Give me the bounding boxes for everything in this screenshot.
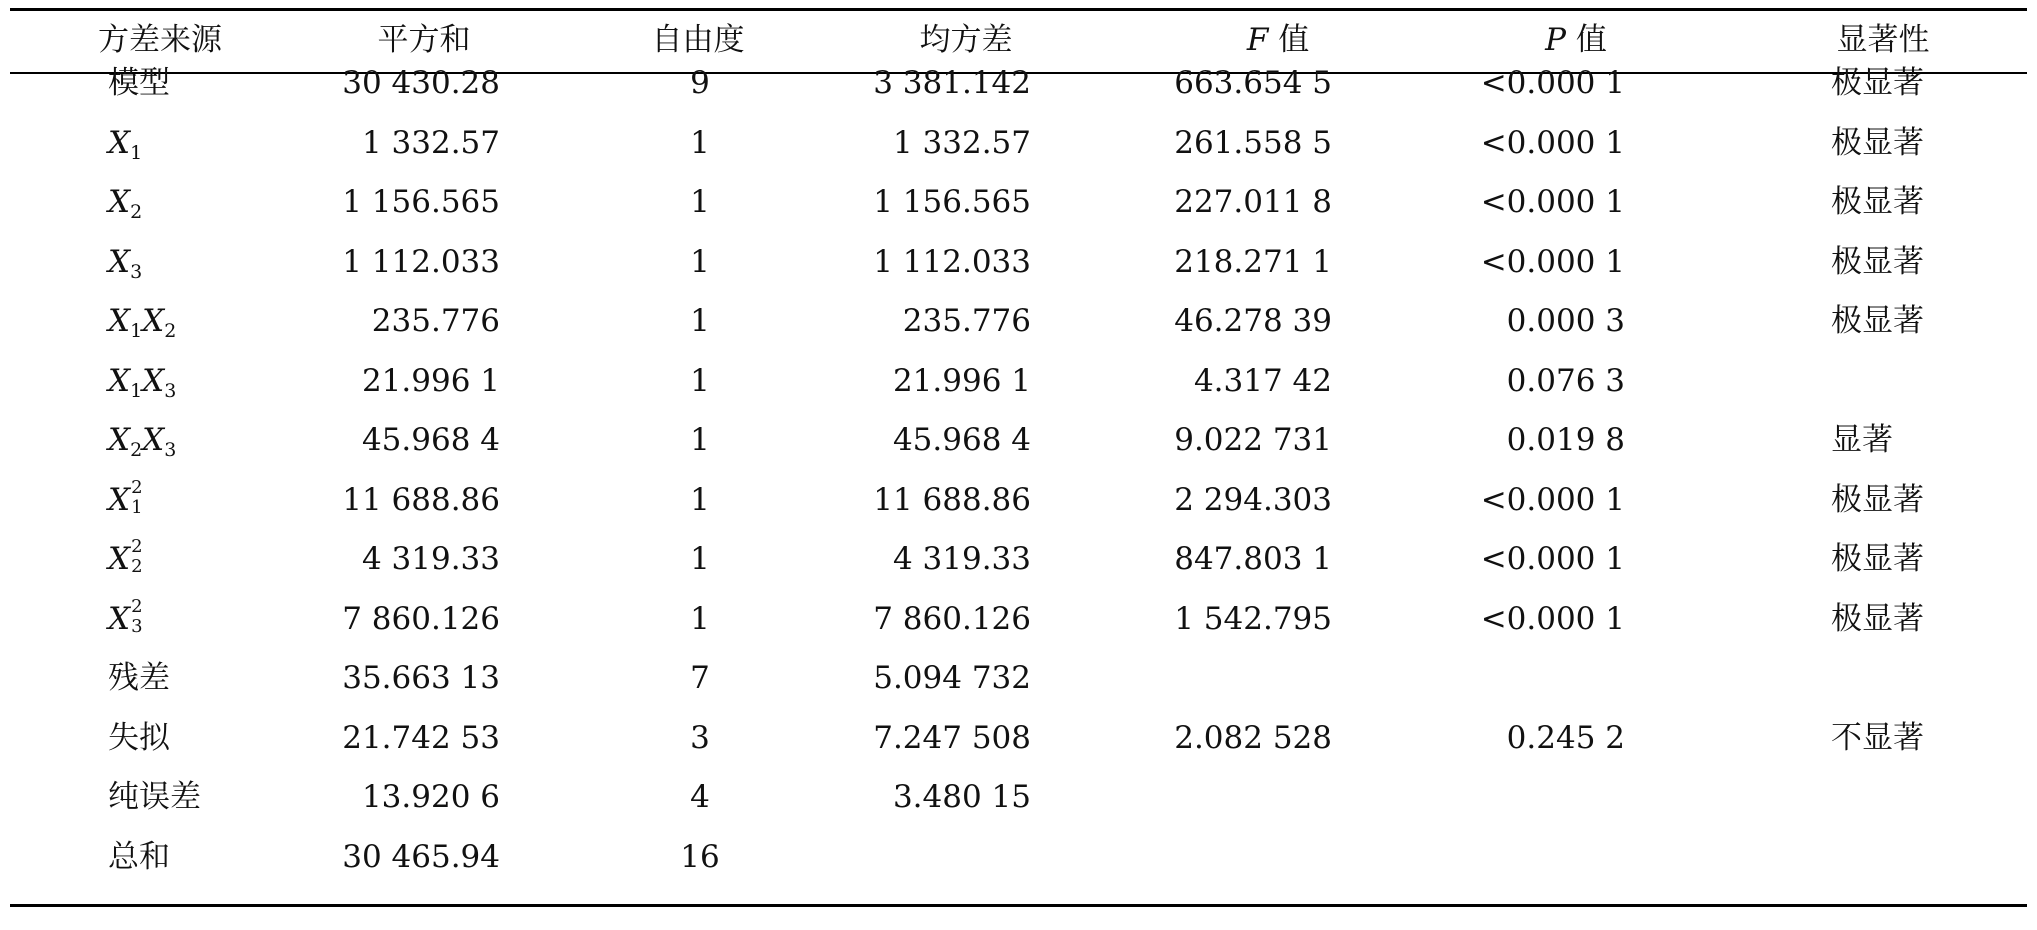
sum-of-squares-cell: 7 860.126 [342, 601, 500, 637]
factor-symbol: X [108, 422, 131, 458]
table-row [10, 113, 2027, 173]
factor-superscript: 2 [131, 476, 143, 498]
table-row [10, 172, 2027, 232]
df-cell: 3 [690, 720, 710, 756]
source-cell: 模型 [108, 65, 170, 101]
source-cell [108, 172, 142, 232]
mean-square-cell: 7.247 508 [873, 720, 1031, 756]
significance-cell: 极显著 [1831, 125, 1924, 161]
sum-of-squares-cell: 1 112.033 [342, 244, 500, 280]
p-value-cell: 0.019 8 [1506, 422, 1625, 458]
p-value-cell: <0.000 1 [1480, 541, 1625, 577]
source-cell [108, 589, 142, 649]
df-cell: 1 [690, 363, 710, 399]
f-value-cell: 663.654 5 [1174, 65, 1332, 101]
df-cell: 1 [690, 184, 710, 220]
mean-square-cell: 3 381.142 [873, 65, 1031, 101]
f-value-cell: 261.558 5 [1174, 125, 1332, 161]
header-degrees-of-freedom: 自由度 [651, 22, 745, 58]
source-cell [108, 232, 142, 292]
source-cell [108, 529, 142, 589]
source-cell [108, 470, 142, 530]
factor-script [130, 535, 143, 577]
header-p-letter: P [1545, 22, 1566, 58]
significance-cell: 极显著 [1831, 482, 1924, 518]
source-cell: 纯误差 [108, 779, 201, 815]
significance-cell: 显著 [1831, 422, 1893, 458]
factor-symbol: X [108, 363, 131, 399]
df-cell: 1 [690, 541, 710, 577]
f-value-cell: 2 294.303 [1174, 482, 1332, 518]
factor-script [130, 595, 143, 637]
mean-square-cell: 4 319.33 [892, 541, 1031, 577]
table-row [10, 529, 2027, 589]
f-value-cell: 2.082 528 [1174, 720, 1332, 756]
p-value-cell: <0.000 1 [1480, 482, 1625, 518]
df-cell: 1 [690, 601, 710, 637]
anova-table [10, 8, 2027, 908]
mean-square-cell: 1 156.565 [873, 184, 1031, 220]
factor-symbol: X [108, 303, 131, 339]
factor-subscript: 2 [130, 439, 143, 461]
table-row [10, 470, 2027, 530]
p-value-cell: 0.000 3 [1506, 303, 1625, 339]
df-cell: 1 [690, 482, 710, 518]
mean-square-cell: 7 860.126 [873, 601, 1031, 637]
table-bottom-rule [10, 904, 2027, 907]
source-cell: 失拟 [108, 720, 170, 756]
sum-of-squares-cell: 35.663 13 [342, 660, 500, 696]
factor-subscript: 1 [130, 380, 143, 402]
factor-subscript: 1 [130, 142, 143, 164]
df-cell: 4 [690, 779, 710, 815]
table-row [10, 232, 2027, 292]
p-value-cell: <0.000 1 [1480, 244, 1625, 280]
factor-subscript: 3 [130, 261, 143, 283]
mean-square-cell: 1 332.57 [892, 125, 1031, 161]
sum-of-squares-cell: 21.742 53 [342, 720, 500, 756]
df-cell: 9 [690, 65, 710, 101]
factor-subscript: 1 [131, 496, 143, 518]
table-row [10, 827, 2027, 887]
factor-symbol: X [108, 541, 131, 577]
factor-superscript: 2 [131, 535, 143, 557]
significance-cell: 极显著 [1831, 303, 1924, 339]
table-row [10, 648, 2027, 708]
header-source: 方差来源 [98, 22, 222, 58]
table-row [10, 351, 2027, 411]
source-cell [108, 351, 176, 411]
p-value-cell: <0.000 1 [1480, 65, 1625, 101]
source-cell [108, 113, 142, 173]
table-row [10, 410, 2027, 470]
p-value-cell: <0.000 1 [1480, 184, 1625, 220]
table-row [10, 53, 2027, 113]
table-row [10, 589, 2027, 649]
significance-cell: 极显著 [1831, 601, 1924, 637]
factor-subscript: 2 [131, 555, 143, 577]
p-value-cell: <0.000 1 [1480, 601, 1625, 637]
sum-of-squares-cell: 30 465.94 [342, 839, 500, 875]
f-value-cell: 218.271 1 [1174, 244, 1332, 280]
f-value-cell: 4.317 42 [1193, 363, 1332, 399]
p-value-cell: 0.076 3 [1506, 363, 1625, 399]
factor-subscript: 3 [164, 380, 177, 402]
table-row [10, 708, 2027, 768]
f-value-cell: 227.011 8 [1174, 184, 1332, 220]
header-f-letter: F [1246, 22, 1269, 58]
mean-square-cell: 1 112.033 [873, 244, 1031, 280]
factor-script [130, 476, 143, 518]
source-cell: 总和 [108, 839, 170, 875]
factor-symbol: X [108, 244, 131, 280]
factor-subscript: 1 [130, 320, 143, 342]
mean-square-cell: 235.776 [902, 303, 1031, 339]
significance-cell: 不显著 [1831, 720, 1924, 756]
significance-cell: 极显著 [1831, 184, 1924, 220]
significance-cell: 极显著 [1831, 65, 1924, 101]
factor-symbol: X [108, 482, 131, 518]
factor-symbol: X [108, 184, 131, 220]
df-cell: 16 [680, 839, 720, 875]
mean-square-cell: 21.996 1 [892, 363, 1031, 399]
df-cell: 7 [690, 660, 710, 696]
factor-symbol: X [142, 303, 165, 339]
factor-superscript: 2 [131, 595, 143, 617]
factor-symbol: X [142, 422, 165, 458]
factor-symbol: X [108, 601, 131, 637]
sum-of-squares-cell: 13.920 6 [361, 779, 500, 815]
sum-of-squares-cell: 4 319.33 [361, 541, 500, 577]
mean-square-cell: 5.094 732 [873, 660, 1031, 696]
sum-of-squares-cell: 235.776 [371, 303, 500, 339]
source-cell: 残差 [108, 660, 170, 696]
df-cell: 1 [690, 303, 710, 339]
source-cell [108, 410, 176, 470]
p-value-cell: 0.245 2 [1506, 720, 1625, 756]
factor-subscript: 3 [164, 439, 177, 461]
factor-subscript: 3 [131, 615, 143, 637]
p-value-cell: <0.000 1 [1480, 125, 1625, 161]
factor-subscript: 2 [130, 201, 143, 223]
f-value-cell: 1 542.795 [1174, 601, 1332, 637]
factor-symbol: X [142, 363, 165, 399]
sum-of-squares-cell: 30 430.28 [342, 65, 500, 101]
table-row [10, 291, 2027, 351]
sum-of-squares-cell: 21.996 1 [361, 363, 500, 399]
df-cell: 1 [690, 244, 710, 280]
mean-square-cell: 45.968 4 [892, 422, 1031, 458]
f-value-cell: 847.803 1 [1174, 541, 1332, 577]
source-cell [108, 291, 176, 351]
mean-square-cell: 11 688.86 [873, 482, 1031, 518]
f-value-cell: 9.022 731 [1174, 422, 1332, 458]
significance-cell: 极显著 [1831, 541, 1924, 577]
factor-subscript: 2 [164, 320, 177, 342]
sum-of-squares-cell: 11 688.86 [342, 482, 500, 518]
header-sum-of-squares: 平方和 [377, 22, 471, 58]
df-cell: 1 [690, 422, 710, 458]
f-value-cell: 46.278 39 [1174, 303, 1332, 339]
header-p-label: 值 [1575, 22, 1607, 58]
table-row [10, 767, 2027, 827]
mean-square-cell: 3.480 15 [892, 779, 1031, 815]
df-cell: 1 [690, 125, 710, 161]
significance-cell: 极显著 [1831, 244, 1924, 280]
sum-of-squares-cell: 1 332.57 [361, 125, 500, 161]
header-significance: 显著性 [1836, 22, 1930, 58]
sum-of-squares-cell: 45.968 4 [361, 422, 500, 458]
sum-of-squares-cell: 1 156.565 [342, 184, 500, 220]
header-f-label: 值 [1278, 22, 1310, 58]
header-mean-square: 均方差 [919, 22, 1013, 58]
factor-symbol: X [108, 125, 131, 161]
